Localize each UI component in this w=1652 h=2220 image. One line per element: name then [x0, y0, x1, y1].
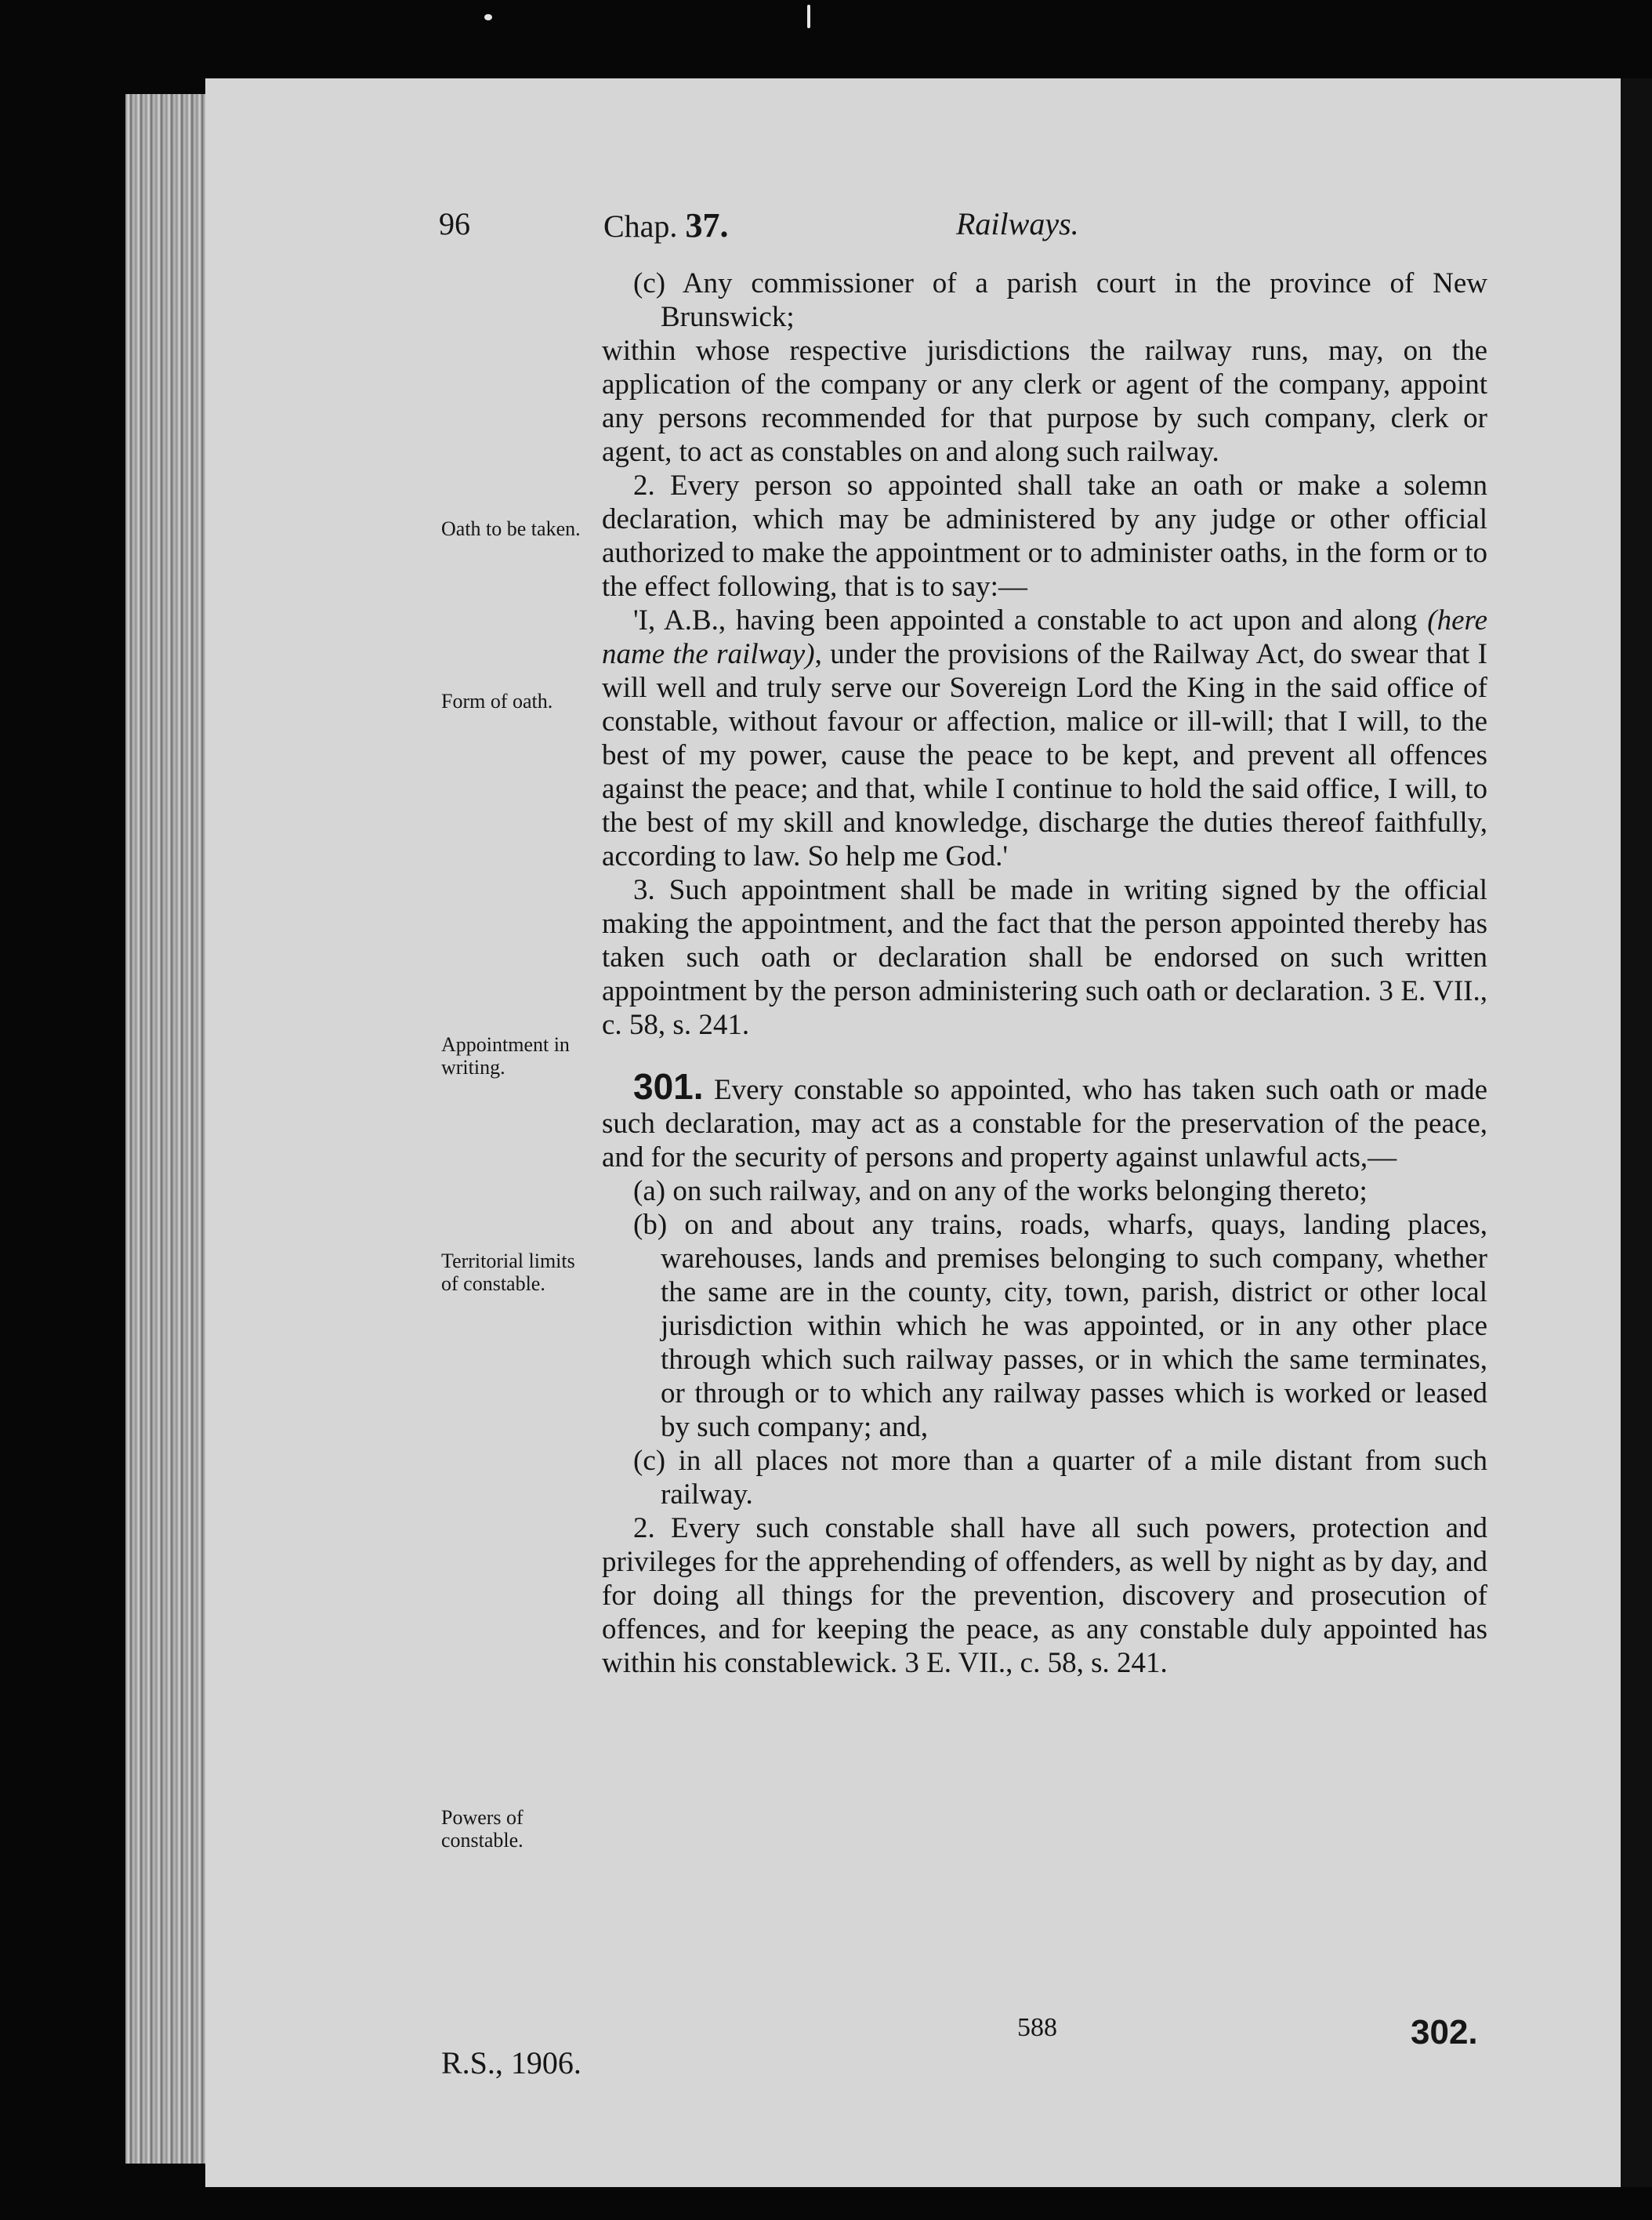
- subsection-301-2: 2. Every such constable shall have all such powers, protection and privileges for the apprehending of offenders, as well by night as by day, and for doing all things for the prevention, discovery and prosecution of offences, and for keeping the peace, as any constable duly appointed has within his constablewick. 3 E. VII., c. 58, s. 241.: [602, 1512, 1487, 1679]
- clause-c: (c) Any commissioner of a parish court in the province of New Brunswick;: [633, 267, 1487, 333]
- scan-speck: [807, 5, 810, 28]
- revised-statutes-footer: R.S., 1906.: [441, 2045, 581, 2080]
- page-right-shadow: [1621, 78, 1652, 2187]
- next-section-number: 302.: [1411, 2013, 1478, 2051]
- margin-note-appointment: Appointment in writing.: [441, 1033, 570, 1079]
- page-number: 96: [439, 206, 470, 241]
- body-text: [602, 267, 1487, 1680]
- chapter-label: Chap. 37.: [603, 206, 729, 245]
- clause-b: (b) on and about any trains, roads, wharfs, quays, landing places, warehouses, lands and premises belonging to such company, whether the same are in the county, city, town, parish, district or other local jurisdiction within which he was appointed, or in any other place through which such railway passes, or in which the same terminates, or through or to which any railway passes which is worked or leased by such company; and,: [633, 1209, 1487, 1443]
- scan-speck: [484, 14, 492, 20]
- folio-number: 588: [1017, 2013, 1057, 2042]
- chapter-number: 37.: [685, 206, 729, 245]
- oath-form: 'I, A.B., having been appointed a constable to act upon and along (here name the railway), under the provisions of the Railway Act, do swear that I will well and truly serve our Sovereign Lord the King in the said office of constable, without favour or affection, malice or ill-will; that I will, to the best of my power, cause the peace to be kept, and prevent all offences against the peace; and that, while I continue to hold the said office, I will, to the best of my skill and knowledge, discharge the duties thereof faithfully, according to law. So help me God.': [602, 604, 1488, 872]
- subsection-2: 2. Every person so appointed shall take an oath or make a solemn declaration, which may be administered by any judge or other official authorized to make the appointment or to administer oaths, in the form or to the effect following, that is to say:—: [602, 470, 1487, 603]
- paragraph-continuation: within whose respective jurisdictions the railway runs, may, on the application of the company or any clerk or agent of the company, appoint any persons recommended for that purpose by such company, clerk or agent, to act as constables on and along such railway.: [602, 335, 1487, 468]
- book-spine-edge: [125, 94, 212, 2164]
- section-301: 301. Every constable so appointed, who has taken such oath or made such declaration, may act as a constable for the preservation of the peace, and for the security of persons and property against unlawful acts,—: [602, 1066, 1487, 1173]
- railway-name-placeholder: (here name the railway): [602, 604, 1487, 670]
- running-header: [439, 205, 1207, 252]
- margin-note-powers: Powers of constable.: [441, 1806, 523, 1852]
- subsection-3: 3. Such appointment shall be made in writing signed by the official making the appointment, and the fact that the person appointed thereby has taken such oath or declaration shall be endorsed on such written appointment by the person administering such oath or declaration. 3 E. VII., c. 58, s. 241.: [602, 874, 1487, 1041]
- running-title: Railways.: [956, 206, 1079, 241]
- margin-note-territorial: Territorial limits of constable.: [441, 1250, 575, 1295]
- clause-c-301: (c) in all places not more than a quarter of a mile distant from such railway.: [633, 1445, 1487, 1511]
- section-number: 301.: [633, 1066, 704, 1107]
- clause-a: (a) on such railway, and on any of the works belonging thereto;: [633, 1175, 1368, 1207]
- margin-note-form: Form of oath.: [441, 690, 553, 713]
- margin-note-oath: Oath to be taken.: [441, 517, 581, 540]
